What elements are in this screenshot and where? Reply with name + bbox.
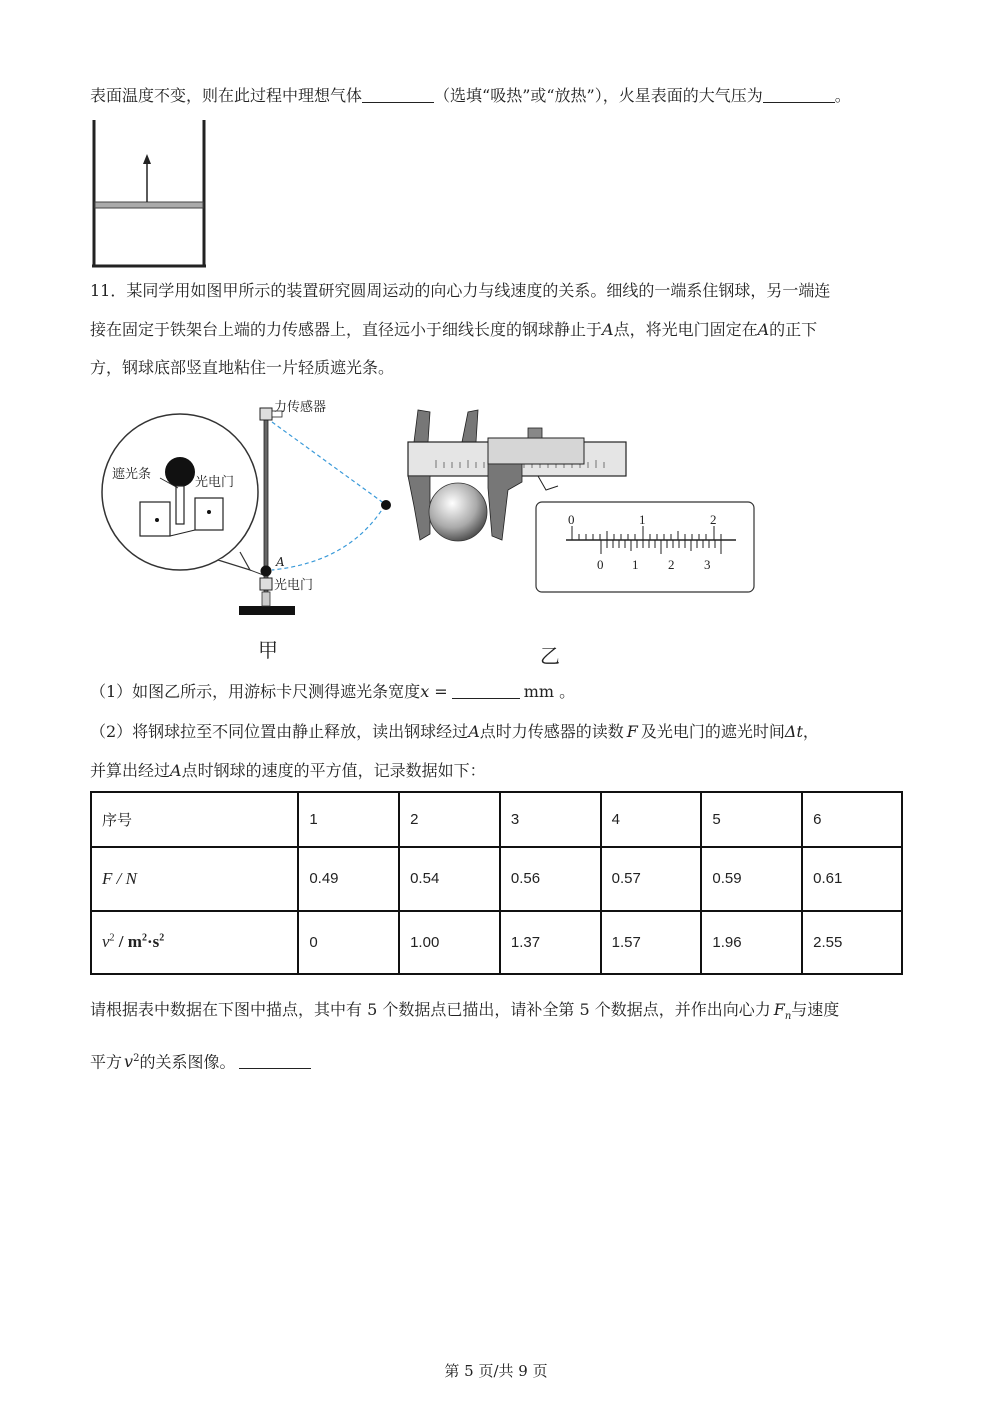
subscript-n: n bbox=[784, 1011, 792, 1023]
main-scale-label: 1 bbox=[639, 512, 646, 527]
variable-v: v bbox=[124, 1052, 134, 1072]
text-segment: 接在固定于铁架台上端的力传感器上，直径远小于细线长度的钢球静止于 bbox=[90, 320, 603, 339]
label-photogate: 光电门 bbox=[274, 578, 314, 593]
label-shading-strip: 遮光条 bbox=[112, 467, 152, 482]
steel-ball-released bbox=[381, 500, 391, 510]
text-segment: 表面温度不变，则在此过程中理想气体 bbox=[90, 86, 363, 105]
text-segment: 的正下 bbox=[769, 320, 818, 339]
table-header-velocity-squared bbox=[91, 911, 298, 975]
variable-F: F bbox=[626, 722, 638, 741]
point-A-label: A bbox=[602, 320, 614, 339]
text-segment: 11．某同学用如图甲所示的装置研究圆周运动的向心力与线速度的关系。细线的一端系住钢球，另一端连 bbox=[90, 281, 831, 300]
page-footer: 第 5 页/共 9 页 bbox=[444, 1362, 548, 1380]
table-row-velocity-squared bbox=[91, 911, 902, 975]
stand-base bbox=[239, 606, 295, 615]
text-segment: 与速度 bbox=[791, 1000, 840, 1019]
vernier-label: 2 bbox=[668, 557, 675, 572]
table-cell: 5 bbox=[701, 792, 802, 847]
q11-line-2 bbox=[90, 318, 817, 342]
text-segment: 。 bbox=[834, 86, 851, 105]
text-segment: mm 。 bbox=[523, 682, 576, 701]
slider bbox=[488, 438, 584, 464]
upper-fixed-jaw bbox=[414, 410, 430, 442]
variable-x: x = bbox=[420, 682, 448, 701]
lower-moving-jaw bbox=[488, 464, 522, 540]
text-segment: 及光电门的遮光时间 bbox=[640, 722, 785, 741]
table-cell: 0.49 bbox=[298, 847, 399, 910]
photogate-on-stand bbox=[260, 578, 272, 590]
table-cell: 0.54 bbox=[399, 847, 500, 910]
text-segment: 平方 bbox=[90, 1052, 123, 1072]
text-segment: 点时力传感器的读数 bbox=[479, 722, 624, 741]
caption-jia: 甲 bbox=[258, 638, 278, 662]
variable-v: v bbox=[102, 932, 110, 952]
point-A-label: A bbox=[170, 761, 182, 780]
lock-screw bbox=[528, 428, 542, 438]
table-cell: 2.55 bbox=[802, 911, 902, 975]
trajectory-arc bbox=[272, 505, 385, 570]
label-photogate-inset: 光电门 bbox=[195, 475, 235, 490]
text-line-1 bbox=[90, 84, 851, 108]
label-A: A bbox=[276, 555, 285, 569]
figure-jia bbox=[100, 392, 410, 662]
table-row-force bbox=[91, 847, 902, 910]
superscript: 2 bbox=[109, 932, 115, 944]
sub-question-1 bbox=[90, 680, 575, 704]
gas-cylinder-figure bbox=[88, 118, 212, 270]
unit-m: / m bbox=[114, 932, 142, 952]
data-table bbox=[90, 791, 903, 975]
steel-ball-inset bbox=[165, 457, 195, 487]
string-dashed bbox=[272, 422, 385, 504]
photogate-receiver bbox=[207, 510, 211, 514]
table-cell: 2 bbox=[399, 792, 500, 847]
table-cell: 0.59 bbox=[701, 847, 802, 910]
steel-ball-at-A bbox=[261, 566, 272, 577]
photogate-emitter bbox=[155, 518, 159, 522]
table-cell: 3 bbox=[500, 792, 601, 847]
answer-blank-pressure[interactable] bbox=[763, 86, 835, 103]
vernier-label: 1 bbox=[632, 557, 639, 572]
table-cell: 0 bbox=[298, 911, 399, 975]
unit-s: ·s bbox=[146, 932, 160, 952]
vernier-label: 0 bbox=[597, 557, 604, 572]
table-cell: 1 bbox=[298, 792, 399, 847]
table-cell: 0.56 bbox=[500, 847, 601, 910]
sub-question-2-line-1 bbox=[90, 720, 819, 744]
superscript: 2 bbox=[159, 932, 165, 944]
variable-F: F bbox=[773, 1000, 785, 1019]
q11-line-1 bbox=[90, 279, 830, 303]
answer-blank-heat[interactable] bbox=[362, 86, 434, 103]
photogate-left-block bbox=[140, 502, 170, 536]
main-scale-label: 2 bbox=[710, 512, 717, 527]
vernier-label: 3 bbox=[704, 557, 711, 572]
table-row-index bbox=[91, 792, 902, 847]
table-cell: 1.00 bbox=[399, 911, 500, 975]
label-force-sensor: 力传感器 bbox=[274, 400, 327, 415]
table-cell: 4 bbox=[601, 792, 702, 847]
answer-blank-width[interactable] bbox=[452, 682, 520, 699]
text-segment: 的关系图像。 bbox=[139, 1052, 236, 1072]
instruction-line-2 bbox=[90, 1047, 311, 1074]
zoom-pointer bbox=[538, 476, 558, 490]
answer-blank-graph[interactable] bbox=[239, 1052, 311, 1069]
text-segment: 方，钢球底部竖直地粘住一片轻质遮光条。 bbox=[90, 358, 395, 377]
table-cell: 1.57 bbox=[601, 911, 702, 975]
upper-moving-jaw bbox=[462, 410, 478, 442]
table-cell: 1.37 bbox=[500, 911, 601, 975]
text-segment: （1）如图乙所示，用游标卡尺测得遮光条宽度 bbox=[90, 682, 421, 701]
superscript: 2 bbox=[133, 1053, 140, 1064]
text-segment: （选填“吸热”或“放热”），火星表面的大气压为 bbox=[434, 86, 763, 105]
text-segment: （2）将钢球拉至不同位置由静止释放，读出钢球经过 bbox=[90, 722, 469, 741]
stand-foot bbox=[262, 592, 270, 606]
table-header-index: 序号 bbox=[91, 792, 298, 847]
table-cell: 0.61 bbox=[802, 847, 902, 910]
superscript: 2 bbox=[141, 932, 147, 944]
table-cell: 0.57 bbox=[601, 847, 702, 910]
up-arrow-icon bbox=[143, 154, 151, 164]
lower-fixed-jaw bbox=[408, 476, 430, 540]
text-segment: 点，将光电门固定在 bbox=[613, 320, 758, 339]
point-A-label: A bbox=[468, 722, 480, 741]
text-segment: 点时钢球的速度的平方值，记录数据如下： bbox=[181, 761, 486, 780]
sub-question-2-line-2 bbox=[90, 759, 486, 783]
table-header-force: F / N bbox=[91, 847, 298, 910]
instruction-line-1 bbox=[90, 998, 839, 1029]
piston bbox=[95, 202, 203, 208]
text-segment: ， bbox=[802, 722, 819, 741]
main-scale-label: 0 bbox=[568, 512, 575, 527]
point-A-label: A bbox=[757, 320, 770, 339]
figure-yi-caliper bbox=[400, 406, 760, 598]
q11-line-3 bbox=[90, 356, 394, 380]
steel-ball bbox=[429, 483, 487, 541]
shading-strip-inset bbox=[176, 486, 184, 524]
caption-yi: 乙 bbox=[540, 644, 560, 668]
force-sensor bbox=[260, 408, 272, 420]
table-cell: 1.96 bbox=[701, 911, 802, 975]
variable-delta-t: Δt bbox=[784, 722, 803, 741]
table-cell: 6 bbox=[802, 792, 902, 847]
text-segment: 请根据表中数据在下图中描点，其中有 5 个数据点已描出，请补全第 5 个数据点，并作出向心力 bbox=[90, 1000, 771, 1019]
text-segment: 并算出经过 bbox=[90, 761, 171, 780]
